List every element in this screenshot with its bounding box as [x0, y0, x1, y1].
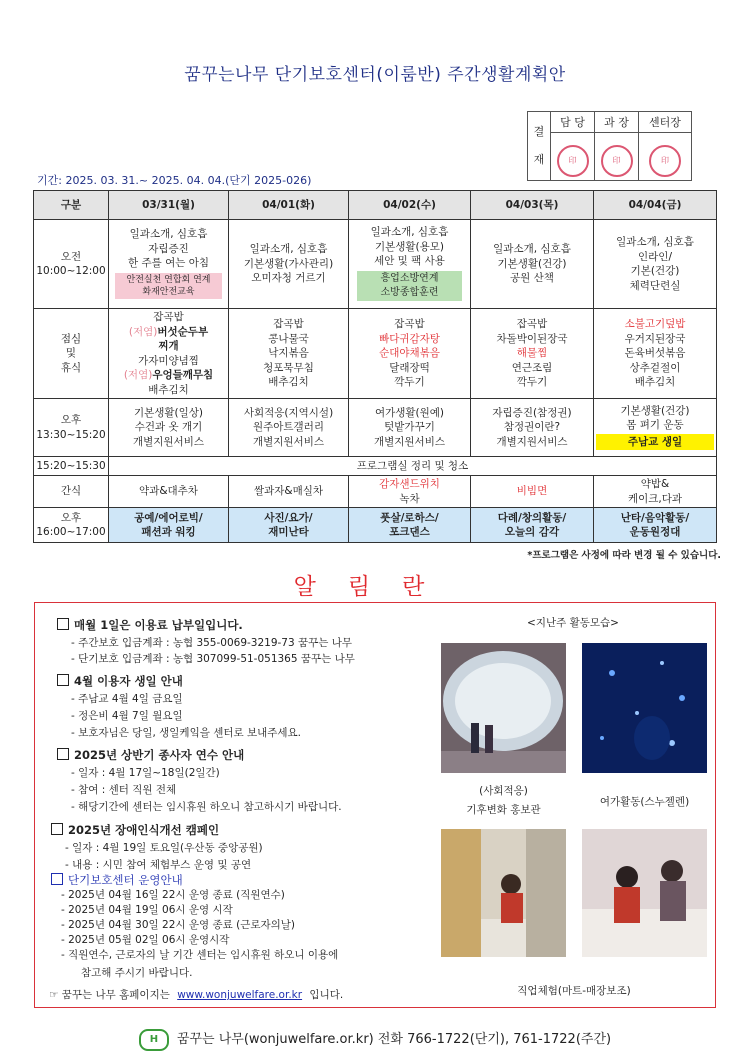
- morning-label: 오전 10:00~12:00: [34, 220, 109, 309]
- fee-line-1: - 주간보호 입금계좌 : 농협 355-0069-3219-73 꿈꾸는 나무: [71, 637, 353, 649]
- snack-tue: 쌀과자&매실차: [229, 476, 349, 508]
- lunch-label: 점심 및 휴식: [34, 309, 109, 399]
- footer-text: 꿈꾸는 나무(wonjuwelfare.or.kr) 전화 766-1722(단기), 761-1722(주간): [176, 1032, 612, 1047]
- morning-row: [34, 220, 717, 309]
- photo-climate-hall: [441, 643, 566, 773]
- training-line-3: - 해당기간에 센터는 임시휴원 하오니 참고하시기 바랍니다.: [71, 801, 342, 813]
- cleanup-row: [34, 457, 717, 476]
- photo-mart-1-image: [441, 829, 566, 957]
- operations-line-4: - 2025년 05월 02일 06시 운영시작: [61, 934, 230, 946]
- operations-line-2: - 2025년 04월 19일 06시 운영 시작: [61, 904, 233, 916]
- campaign-line-2: - 내용 : 시민 참여 체험부스 운영 및 공연: [65, 859, 252, 871]
- approval-side-label: 결 재: [528, 112, 551, 181]
- caption-climate-hall: 기후변화 홍보관: [466, 804, 541, 816]
- col-header-fri: 04/04(금): [594, 191, 717, 220]
- snack-row: [34, 476, 717, 508]
- logo-icon: H: [139, 1029, 169, 1051]
- fee-line-2: - 단기보호 입금계좌 : 농협 307099-51-051365 꿈꾸는 나무: [71, 653, 355, 665]
- stamp-icon: 印: [649, 145, 681, 177]
- stamp-staff: [551, 133, 595, 181]
- afternoon-wed: 여가생활(원예) 텃밭가꾸기 개별지원서비스: [349, 399, 471, 457]
- page-title: 꿈꾸는나무 단기보호센터(이룸반) 주간생활계획안: [184, 65, 566, 85]
- training-line-2: - 참여 : 센터 직원 전체: [71, 784, 177, 796]
- birthday-highlight: 주남교 생일: [596, 434, 714, 451]
- late-mon: 공예/에어로빅/ 패션과 워킹: [109, 508, 229, 543]
- lunch-fri: 소불고기덮밥 우거지된장국 돈육버섯볶음 상추겉절이 배추김치: [594, 309, 717, 399]
- stamp-director: [639, 133, 692, 181]
- checkbox-icon: [57, 748, 69, 760]
- approval-role-staff: 담 당: [551, 112, 595, 133]
- caption-snoezelen: 여가활동(스누젤렌): [599, 796, 690, 808]
- photo-snoezelen-image: [582, 643, 707, 773]
- lunch-row: [34, 309, 717, 399]
- approval-role-director: 센터장: [639, 112, 692, 133]
- campaign-line-1: - 일자 : 4월 19일 토요일(우산동 중앙공원): [65, 842, 263, 854]
- weekly-schedule-table: [33, 190, 717, 543]
- photo-mart-2: [582, 829, 707, 957]
- campaign-heading: 2025년 장애인식개선 캠페인: [51, 822, 219, 838]
- afternoon-mon: 기본생활(일상) 수건과 옷 개기 개별지원서비스: [109, 399, 229, 457]
- checkbox-icon: [51, 823, 63, 835]
- afternoon-fri: 기본생활(건강) 몸 펴기 운동 주남교 생일: [594, 399, 717, 457]
- lunch-tue: 잡곡밥 콩나물국 낙지볶음 청포묵무침 배추김치: [229, 309, 349, 399]
- photo-climate-hall-image: [441, 643, 566, 773]
- late-tue: 사진/요가/ 재미난타: [229, 508, 349, 543]
- operations-line-6: 참고해 주시기 바랍니다.: [81, 967, 193, 979]
- late-fri: 난타/음악활동/ 운동원정대: [594, 508, 717, 543]
- cleanup-time: 15:20~15:30: [34, 457, 109, 476]
- photo-snoezelen: [582, 643, 707, 773]
- photos-title: <지난주 활동모습>: [527, 617, 619, 629]
- birthday-line-1: - 주남교 4월 4일 금요일: [71, 693, 183, 705]
- approval-role-manager: 과 장: [595, 112, 639, 133]
- morning-fri: 일과소개, 심호흡 인라인/ 기본(건강) 체력단련실: [594, 220, 717, 309]
- stamp-icon: 印: [601, 145, 633, 177]
- notice-box: [34, 602, 716, 1008]
- snack-thu: 비빔면: [471, 476, 594, 508]
- snack-fri: 약밥& 케이크,다과: [594, 476, 717, 508]
- checkbox-icon: [57, 674, 69, 686]
- afternoon-label: 오후 13:30~15:20: [34, 399, 109, 457]
- lunch-mon: 잡곡밥 (저염)버섯순두부 찌개 가자미양념찜 (저염)우엉들깨무침 배추김치: [109, 309, 229, 399]
- late-afternoon-row: [34, 508, 717, 543]
- stamp-manager: [595, 133, 639, 181]
- birthday-heading: 4월 이용자 생일 안내: [57, 673, 183, 689]
- cleanup-text: 프로그램실 정리 및 청소: [109, 457, 717, 476]
- late-thu: 다례/창의활동/ 오늘의 감각: [471, 508, 594, 543]
- footer: [0, 1028, 750, 1051]
- lunch-thu: 잡곡밥 차돌박이된장국 해물찜 연근조림 깍두기: [471, 309, 594, 399]
- afternoon-row: [34, 399, 717, 457]
- operations-line-1: - 2025년 04월 16일 22시 운영 종료 (직원연수): [61, 889, 285, 901]
- operations-line-3: - 2025년 04월 30일 22시 운영 종료 (근로자의날): [61, 919, 296, 931]
- morning-mon: 일과소개, 심호흡 자립증진 한 주를 여는 아침 안전실천 연합회 연계 화재안전교육: [109, 220, 229, 309]
- highlight-fire-safety: 안전실천 연합회 연계 화재안전교육: [115, 273, 222, 299]
- col-header-category: 구분: [34, 191, 109, 220]
- col-header-thu: 04/03(목): [471, 191, 594, 220]
- training-heading: 2025년 상반기 종사자 연수 안내: [57, 747, 244, 763]
- morning-tue: 일과소개, 심호흡 기본생활(가사관리) 오미자청 거르기: [229, 220, 349, 309]
- homepage-line: ☞ 꿈꾸는 나무 홈페이지는 www.wonjuwelfare.or.kr 입니다.: [49, 989, 344, 1001]
- birthday-line-3: - 보호자님은 당일, 생일케잌을 센터로 보내주세요.: [71, 727, 302, 739]
- approval-box: [527, 111, 692, 181]
- operations-line-5: - 직원연수, 근로자의 날 기간 센터는 임시휴원 하오니 이용에: [61, 949, 339, 961]
- notice-title: 알림란: [293, 574, 457, 600]
- afternoon-thu: 자립증진(참정권) 참정권이란? 개별지원서비스: [471, 399, 594, 457]
- snack-mon: 약과&대추차: [109, 476, 229, 508]
- birthday-line-2: - 정은비 4월 7일 월요일: [71, 710, 183, 722]
- morning-wed: 일과소개, 심호흡 기본생활(용모) 세안 및 팩 사용 흥업소방연계 소방종합훈련: [349, 220, 471, 309]
- col-header-mon: 03/31(월): [109, 191, 229, 220]
- highlight-fire-drill: 흥업소방연계 소방종합훈련: [357, 271, 462, 301]
- lunch-wed: 잡곡밥 빠다귀감자탕 순대야채볶음 달래장떡 깍두기: [349, 309, 471, 399]
- col-header-wed: 04/02(수): [349, 191, 471, 220]
- caption-climate-hall-category: (사회적응): [479, 785, 528, 797]
- photo-mart-2-image: [582, 829, 707, 957]
- schedule-header-row: [34, 191, 717, 220]
- late-wed: 풋살/로하스/ 포크댄스: [349, 508, 471, 543]
- col-header-tue: 04/01(화): [229, 191, 349, 220]
- photo-mart-1: [441, 829, 566, 957]
- fee-heading: 매월 1일은 이용료 납부일입니다.: [57, 617, 243, 633]
- checkbox-icon: [51, 873, 63, 885]
- late-label: 오후 16:00~17:00: [34, 508, 109, 543]
- snack-label: 간식: [34, 476, 109, 508]
- morning-thu: 일과소개, 심호흡 기본생활(건강) 공원 산책: [471, 220, 594, 309]
- stamp-icon: 印: [557, 145, 589, 177]
- schedule-period: 기간: 2025. 03. 31.~ 2025. 04. 04.(단기 2025-026): [37, 174, 312, 187]
- afternoon-tue: 사회적응(지역시설) 원주아트갤러리 개별지원서비스: [229, 399, 349, 457]
- schedule-note: *프로그램은 사정에 따라 변경 될 수 있습니다.: [527, 550, 721, 561]
- checkbox-icon: [57, 618, 69, 630]
- operations-heading: 단기보호센터 운영안내: [51, 872, 183, 888]
- snack-wed: 감자샌드위치 녹차: [349, 476, 471, 508]
- caption-mart: 직업체험(마트-매장보조): [517, 985, 631, 997]
- homepage-link[interactable]: www.wonjuwelfare.or.kr: [177, 989, 303, 1001]
- training-line-1: - 일자 : 4월 17일~18일(2일간): [71, 767, 220, 779]
